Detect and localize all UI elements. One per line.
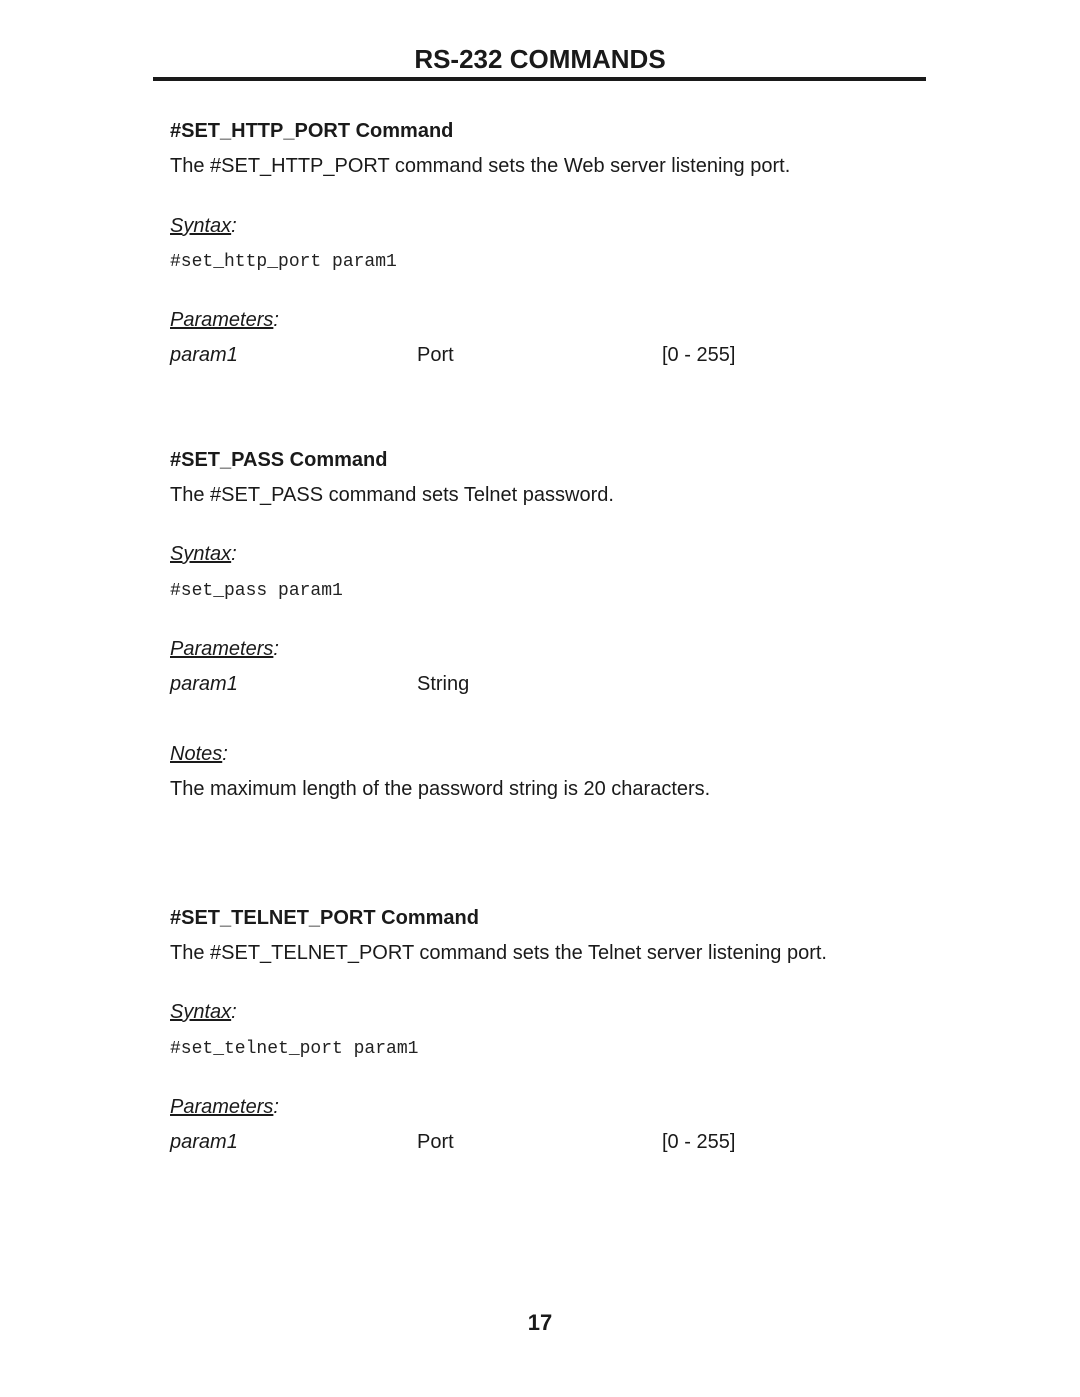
notes-label: Notes: bbox=[170, 743, 228, 765]
syntax-label: Syntax: bbox=[170, 215, 237, 237]
syntax-code-set-http-port: #set_http_port param1 bbox=[170, 252, 397, 272]
section-heading-set-telnet-port: #SET_TELNET_PORT Command bbox=[170, 907, 479, 929]
page-number: 17 bbox=[527, 1310, 553, 1335]
page-title: RS-232 COMMANDS bbox=[414, 44, 666, 74]
section-heading-set-http-port: #SET_HTTP_PORT Command bbox=[170, 120, 454, 142]
param-name: param1 bbox=[170, 1131, 238, 1153]
syntax-code-set-telnet-port: #set_telnet_port param1 bbox=[170, 1039, 419, 1059]
param-name: param1 bbox=[170, 673, 238, 695]
param-range: [0 - 255] bbox=[662, 1131, 736, 1153]
parameters-label: Parameters: bbox=[170, 309, 279, 331]
syntax-label: Syntax: bbox=[170, 543, 237, 565]
parameters-label: Parameters: bbox=[170, 1096, 279, 1118]
section-description-set-telnet-port: The #SET_TELNET_PORT command sets the Telnet server listening port. bbox=[170, 942, 827, 964]
section-description-set-http-port: The #SET_HTTP_PORT command sets the Web server listening port. bbox=[170, 155, 791, 177]
param-name: param1 bbox=[170, 344, 238, 366]
param-range: [0 - 255] bbox=[662, 344, 736, 366]
section-description-set-pass: The #SET_PASS command sets Telnet password. bbox=[170, 484, 614, 506]
title-rule bbox=[153, 77, 926, 81]
param-type: String bbox=[417, 673, 470, 695]
syntax-label: Syntax: bbox=[170, 1001, 237, 1023]
syntax-code-set-pass: #set_pass param1 bbox=[170, 581, 343, 601]
parameters-label: Parameters: bbox=[170, 638, 279, 660]
section-heading-set-pass: #SET_PASS Command bbox=[170, 449, 388, 471]
param-type: Port bbox=[417, 344, 454, 366]
param-type: Port bbox=[417, 1131, 454, 1153]
note-text: The maximum length of the password string is 20 characters. bbox=[170, 778, 711, 800]
